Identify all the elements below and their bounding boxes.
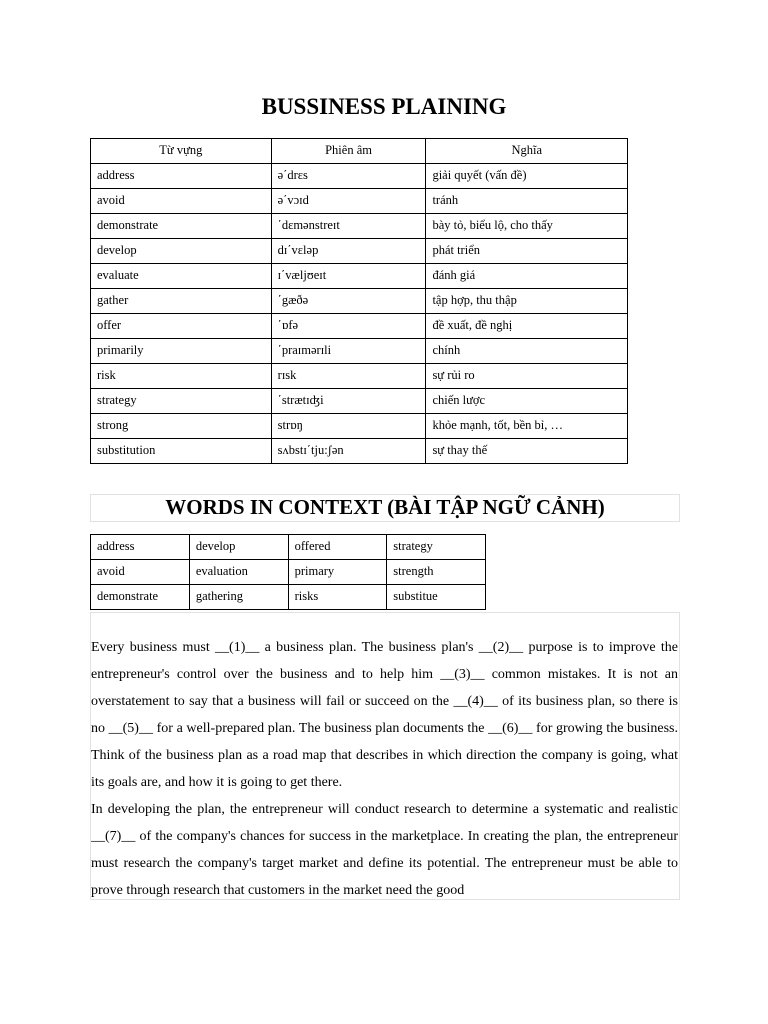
context-title: WORDS IN CONTEXT (BÀI TẬP NGỮ CẢNH) [165,495,605,519]
table-row [91,364,628,389]
vocab-word: risk [91,364,272,389]
vocab-word: primarily [91,339,272,364]
vocab-word: substitution [91,439,272,464]
vocab-phonetic: ΄ɒfə [271,314,426,339]
paragraph-1: Every business must __(1)__ a business plan. The business plan's __(2)__ purpose is to improve the entrepreneur's control over the business and to help him __(3)__ common mistakes. It is not an overstatement to say that a business will fail or succeed on the __(4)__ of its business plan, so there is no __(5)__ for a well-prepared plan. The business plan documents the __(6)__ for growing the business. Think of the business plan as a road map that describes in which direction the company is going, what its goals are, and how it is going to get there. [91,640,678,790]
vocab-meaning: sự thay thế [426,439,628,464]
vocab-word: strong [91,414,272,439]
table-row [91,389,628,414]
vocab-word: demonstrate [91,214,272,239]
word-bank-cell: primary [288,560,387,585]
vocab-phonetic: rɪsk [271,364,426,389]
vocab-meaning: sự rủi ro [426,364,628,389]
vocab-phonetic: ΄dɛmənstreɪt [271,214,426,239]
word-bank-cell: offered [288,535,387,560]
vocab-word: strategy [91,389,272,414]
word-bank-cell: strength [387,560,486,585]
vocab-meaning: chiến lược [426,389,628,414]
vocab-phonetic: ə΄vɔɪd [271,189,426,214]
vocab-meaning: khỏe mạnh, tốt, bền bỉ, … [426,414,628,439]
passage [91,634,678,898]
word-bank-cell: strategy [387,535,486,560]
vocab-phonetic: sʌbstɪ΄tju:ʃən [271,439,426,464]
vocab-phonetic: ΄praɪmərɪli [271,339,426,364]
word-bank-cell: develop [189,535,288,560]
vocab-phonetic: strɒŋ [271,414,426,439]
table-row [91,339,628,364]
table-row [91,189,628,214]
vocab-meaning: đánh giá [426,264,628,289]
paragraph-2: In developing the plan, the entrepreneur will conduct research to determine a systematic and realistic __(7)__ of the company's chances for success in the marketplace. In creating the plan, the entrepreneur must research the company's target market and define its potential. The entrepreneur must be able to prove through research that customers in the market need the good [91,802,678,898]
header-phonetic: Phiên âm [271,139,426,164]
vocab-word: avoid [91,189,272,214]
vocab-word: offer [91,314,272,339]
vocab-meaning: bày tỏ, biểu lộ, cho thấy [426,214,628,239]
vocab-phonetic: dɪ΄vɛləp [271,239,426,264]
vocab-word: develop [91,239,272,264]
word-bank-cell: risks [288,585,387,610]
word-bank-cell: substitue [387,585,486,610]
table-row [91,414,628,439]
word-bank-cell: demonstrate [91,585,190,610]
table-row [91,214,628,239]
word-bank-table [90,534,486,610]
vocab-meaning: đề xuất, đề nghị [426,314,628,339]
table-row [91,585,486,610]
table-row [91,164,628,189]
vocab-word: gather [91,289,272,314]
header-word: Từ vựng [91,139,272,164]
vocab-meaning: chính [426,339,628,364]
vocab-meaning: giải quyết (vấn đề) [426,164,628,189]
vocab-meaning: tránh [426,189,628,214]
vocab-header-row [91,139,628,164]
table-row [91,535,486,560]
table-row [91,560,486,585]
word-bank-cell: evaluation [189,560,288,585]
table-row [91,314,628,339]
vocab-meaning: tập hợp, thu thập [426,289,628,314]
table-row [91,239,628,264]
table-row [91,289,628,314]
table-row [91,264,628,289]
vocabulary-table [90,138,628,464]
vocab-phonetic: ΄strætɪʤi [271,389,426,414]
vocab-word: evaluate [91,264,272,289]
vocab-phonetic: ə΄drɛs [271,164,426,189]
vocab-meaning: phát triển [426,239,628,264]
word-bank-cell: gathering [189,585,288,610]
vocab-phonetic: ɪ΄væljʊeɪt [271,264,426,289]
vocab-word: address [91,164,272,189]
vocab-phonetic: ΄gæðə [271,289,426,314]
word-bank-cell: avoid [91,560,190,585]
header-meaning: Nghĩa [426,139,628,164]
table-row [91,439,628,464]
word-bank-cell: address [91,535,190,560]
document-title: BUSSINESS PLAINING [261,94,507,119]
